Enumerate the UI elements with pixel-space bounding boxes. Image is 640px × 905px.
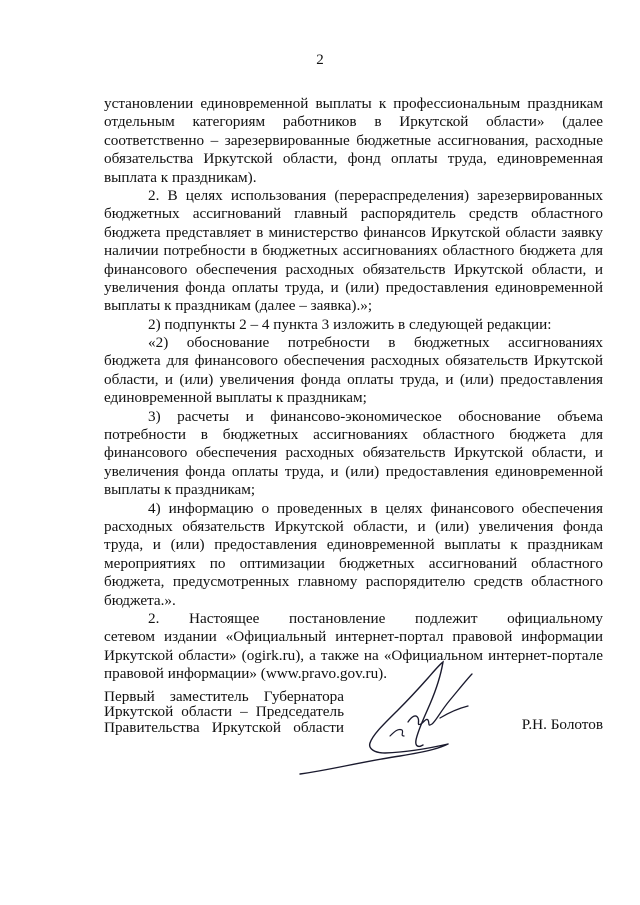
text-line: наличии потребности в бюджетных ассигнованиях областного бюджета для (104, 242, 603, 260)
text-line: расходных обязательств Иркутской области, и (или) увеличения фонда (104, 517, 603, 535)
text-line: «2) обоснование потребности в бюджетных ассигнованиях (148, 334, 603, 352)
text-line: бюджета, предусмотренных главному распорядителю средств областного (104, 573, 603, 591)
text-line: бюджета представляет в министерство финансов Иркутской области заявку (104, 223, 603, 241)
text-line: труда, и (или) предоставления единовременной выплаты к праздникам (104, 536, 603, 554)
text-line: соответственно – зарезервированные бюджетные ассигнования, расходные (104, 131, 603, 149)
text-line: бюджета для финансового обеспечения расходных обязательств Иркутской (104, 352, 603, 370)
text-line: обязательства Иркутской области, фонд оплаты труда, единовременная (104, 150, 603, 168)
text-line: выплата к праздникам). (104, 168, 257, 186)
signatory-title-line: Правительства Иркутской области (104, 719, 344, 736)
text-line: выплаты к праздникам; (104, 481, 256, 499)
signatory-title-line: Первый заместитель Губернатора (104, 689, 344, 705)
text-line: отдельным категориям работников в Иркутской области» (далее (104, 113, 603, 131)
text-line: бюджетных ассигнований главный распорядитель средств областного (104, 205, 603, 223)
text-line: Иркутской области» (ogirk.ru), а также на «Официальном интернет-портале (104, 646, 603, 664)
text-line: бюджета.». (104, 591, 176, 609)
text-line: увеличения фонда оплаты труда, и (или) предоставления единовременной (104, 278, 603, 296)
text-line: финансового обеспечения расходных обязательств Иркутской области, и (104, 444, 603, 462)
text-line: 2. В целях использования (перераспределения) зарезервированных (148, 186, 603, 204)
text-line: 4) информацию о проведенных в целях финансового обеспечения (148, 499, 603, 517)
text-line: области, и (или) увеличения фонда оплаты труда, и (или) предоставления (104, 370, 603, 388)
text-line: мероприятиях по оптимизации бюджетных ассигнований областного (104, 554, 603, 572)
text-line: финансового обеспечения расходных обязательств Иркутской области, и (104, 260, 603, 278)
text-line: единовременной выплаты к праздникам; (104, 389, 367, 407)
text-line: 3) расчеты и финансово-экономическое обоснование объема (148, 407, 603, 425)
text-line: потребности в бюджетных ассигнованиях областного бюджета для (104, 426, 603, 444)
signatory-name: Р.Н. Болотов (521, 716, 603, 733)
text-line: 2. Настоящее постановление подлежит официальному (148, 609, 603, 627)
handwritten-signature (290, 652, 480, 782)
text-line: установлении единовременной выплаты к профессиональным праздникам (104, 95, 603, 112)
text-line: увеличения фонда оплаты труда, и (или) предоставления единовременной (104, 462, 603, 480)
signatory-title-line: Иркутской области – Председатель (104, 704, 344, 720)
text-line: 2) подпункты 2 – 4 пункта 3 изложить в следующей редакции: (148, 315, 552, 333)
page-number: 2 (316, 52, 324, 68)
body-text (104, 95, 603, 684)
text-line: выплаты к праздникам (далее – заявка).»; (104, 297, 373, 315)
text-line: правовой информации» (www.pravo.gov.ru). (104, 665, 388, 683)
text-line: сетевом издании «Официальный интернет-портал правовой информации (104, 628, 603, 646)
